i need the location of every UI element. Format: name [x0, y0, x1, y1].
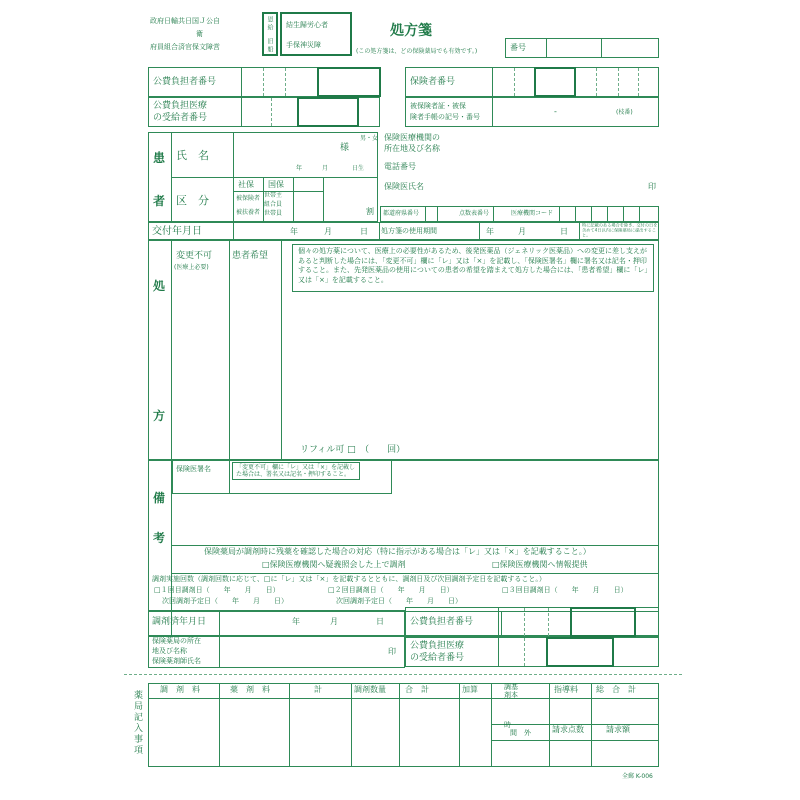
public-recipient-digits[interactable] [297, 97, 359, 127]
residual-title: 保険薬局が調剤時に残薬を確認した場合の対応（特に指示がある場合は「レ」又は「×」を記載すること。） [204, 547, 591, 556]
split-2-date[interactable]: □２回目調剤日（ 年 月 日） [328, 586, 454, 594]
insurer-number-label: 保険者番号 [410, 77, 456, 87]
patient-sama: 様 [340, 143, 350, 153]
insured-branch-label: (枝番) [616, 109, 633, 116]
residual-option-inform[interactable]: □保険医療機関へ情報提供 [492, 560, 588, 569]
special-category-line1: 結生歸労心者 [286, 21, 328, 29]
issue-month: 月 [324, 227, 332, 236]
issue-date-label: 交付年月日 [152, 226, 202, 237]
refill-checkbox[interactable]: リフィル可 □ （ 回） [300, 445, 406, 455]
form-code: 全郵 K-006 [622, 773, 653, 780]
col-quantity: 調剤数量 [354, 685, 386, 694]
residual-option-inquiry[interactable]: □保険医療機関へ疑義照会した上で調剤 [262, 560, 406, 569]
special-category-box [280, 12, 352, 56]
validity-label: 処方箋の使用期間 [381, 227, 437, 235]
public-payer-label: 公費負担者番号 [153, 77, 217, 87]
patient-sex: 男・女 [360, 135, 379, 142]
pharmacy-entry-side-label: 薬局記入事項 [132, 690, 142, 756]
insured-person-label: 被保険者 [236, 195, 261, 202]
pharmacy-public-payer-row [405, 607, 659, 637]
insured-id-label-1: 被保険者証・被保 [410, 102, 466, 110]
payer-categories-line1: 政府日輸共日国Ｊ公自 [150, 17, 220, 25]
public-recipient-row [148, 97, 380, 127]
dispensed-month: 月 [330, 617, 338, 626]
union-member-label: 組合員 [264, 201, 283, 208]
dependent-label: 被扶養者 [236, 209, 261, 216]
no-change-sublabel: (医療上必要) [174, 264, 209, 271]
patient-wish-label[interactable]: 患者希望 [232, 251, 269, 261]
doctor-sign-note-text: 「変更不可」欄に「レ」又は「×」を記載した場合は、署名又は記名・押印すること。 [236, 464, 356, 478]
validity-year: 年 [486, 227, 494, 236]
validity-note [582, 223, 658, 239]
pref-number-label: 都道府県番号 [383, 210, 420, 217]
col-subtotal: 計 [314, 685, 322, 694]
pharmacy-address-label-2: 地及び名称 [152, 647, 187, 655]
payer-categories-line3: 府員組合済官保文障営 [150, 43, 220, 51]
remarks-side-label-2: 考 [153, 531, 166, 545]
insurer-number-row [405, 67, 659, 97]
validity-note-text: 特に記載のある場合を除き、交付の日を含めて4日以内に保険薬局に提出すること。 [582, 223, 658, 238]
birth-day: 日生 [352, 165, 365, 172]
col-total: 合 計 [405, 685, 429, 694]
household-head-label: 世帯主 [264, 192, 283, 199]
public-recipient-label-2: の受給者番号 [153, 113, 208, 123]
doctor-sign-label: 保険医署名 [176, 465, 211, 473]
dispensed-day: 日 [376, 617, 384, 626]
number-box [505, 38, 659, 58]
col-claim-points: 請求点数 [552, 725, 584, 734]
split-dispense-title: 調剤実施回数（調剤回数に応じて、□に「レ」又は「×」を記載するとともに、調剤日及び次回調剤予定日を記載すること。） [152, 575, 546, 583]
seamen-label: 旧船 [266, 38, 273, 54]
score-table-label: 点数表番号 [459, 210, 490, 217]
birth-month: 月 [322, 165, 329, 172]
institution-code-label: 医療機関コード [511, 210, 554, 217]
split-2-next: 次回調剤予定日（ 年 月 日） [336, 597, 462, 605]
rx-instruction-note [292, 244, 654, 292]
col-dispensing-fee: 調 剤 料 [160, 685, 200, 694]
rx-side-label-1: 処 [153, 279, 166, 293]
no-change-label[interactable]: 変更不可 [176, 251, 213, 261]
col-claim-amount: 請求額 [606, 725, 630, 734]
form-subtitle: (この処方箋は、どの保険薬局でも有効です。) [356, 48, 478, 55]
pharmacy-address-label-1: 保険薬局の所在 [152, 637, 201, 645]
doctor-sign-note [232, 462, 360, 480]
insurer-check-digits[interactable] [534, 67, 576, 97]
col-overtime-2: 間 外 [510, 729, 531, 737]
patient-name-label: 氏 名 [176, 149, 209, 162]
birth-year: 年 [296, 165, 303, 172]
pension-box [262, 12, 278, 56]
pharmacy-public-payer-label: 公費負担者番号 [410, 617, 474, 627]
pharmacy-recipient-label-1: 公費負担医療 [410, 641, 465, 651]
institution-code-row [380, 206, 659, 222]
pharmacy-public-payer-digits[interactable] [570, 607, 636, 637]
institution-tel-label: 電話番号 [384, 162, 416, 171]
pharmacy-recipient-row [405, 637, 659, 667]
patient-side-label-2: 者 [153, 194, 166, 208]
public-payer-row [148, 67, 380, 97]
col-basic-fee-1: 調基 [504, 683, 518, 691]
col-grand-total: 総 合 計 [596, 685, 636, 694]
col-guidance-fee: 指導料 [554, 685, 578, 694]
col-basic-fee-2: 剤本 [504, 691, 518, 699]
insured-id-label-2: 険者手帳の記号・番号 [410, 113, 480, 121]
issue-year: 年 [290, 227, 298, 236]
patient-side-label-1: 患 [153, 151, 166, 165]
dispensed-year: 年 [292, 617, 300, 626]
col-drug-fee: 薬 剤 料 [230, 685, 270, 694]
shaho-label: 社保 [238, 180, 254, 189]
institution-address-label-2: 所在地及び名称 [384, 144, 440, 153]
kokuho-label: 国保 [268, 180, 284, 189]
patient-category-label: 区 分 [176, 194, 209, 207]
ratio-wari: 割 [366, 207, 374, 216]
col-addition: 加算 [462, 685, 478, 694]
pharmacist-seal: 印 [388, 647, 396, 656]
split-1-next: 次回調剤予定日（ 年 月 日） [162, 597, 288, 605]
pharmacy-recipient-digits[interactable] [546, 637, 614, 667]
insured-id-row [405, 97, 659, 127]
rx-instruction-text: 個々の処方薬について、医療上の必要性があるため、後発医薬品（ジェネリック医薬品）への変更に差し支えがあると判断した場合には、「変更不可」欄に「レ」又は「×」を記載し、「保険医署名」欄に署名又は記名・押印すること。また、先発医薬品の使用についての患者の希望を踏まえて処方した場合には、「患者希望」欄に「レ」又は「×」を記載すること。 [298, 247, 648, 284]
public-recipient-label-1: 公費負担医療 [153, 101, 208, 111]
split-3-date[interactable]: □３回目調剤日（ 年 月 日） [502, 586, 628, 594]
form-title: 処方箋 [390, 23, 432, 39]
doctor-name-label: 保険医氏名 [384, 182, 424, 191]
number-label: 番号 [510, 43, 526, 52]
pension-label: 恩給 [266, 16, 273, 32]
rx-side-label-2: 方 [153, 409, 166, 423]
pharmacist-label: 保険薬剤師氏名 [152, 657, 201, 665]
institution-address-label-1: 保険医療機関の [384, 133, 440, 142]
remarks-side-label-1: 備 [153, 491, 166, 505]
payer-categories-line2: 衛 [196, 30, 203, 38]
insured-id-dash: - [554, 107, 557, 116]
issue-day: 日 [360, 227, 368, 236]
validity-day: 日 [560, 227, 568, 236]
special-category-line2: 手保神災障 [286, 41, 321, 49]
split-1-date[interactable]: □１回目調剤日（ 年 月 日） [154, 586, 280, 594]
validity-month: 月 [518, 227, 526, 236]
col-overtime-1: 時 [504, 721, 511, 729]
household-member-label: 世帯員 [264, 210, 283, 217]
pharmacy-recipient-label-2: の受給者番号 [410, 653, 465, 663]
doctor-seal: 印 [648, 182, 656, 191]
dispensed-date-label: 調剤済年月日 [152, 617, 207, 627]
public-payer-check-digits[interactable] [317, 67, 381, 97]
cut-line [124, 674, 682, 675]
